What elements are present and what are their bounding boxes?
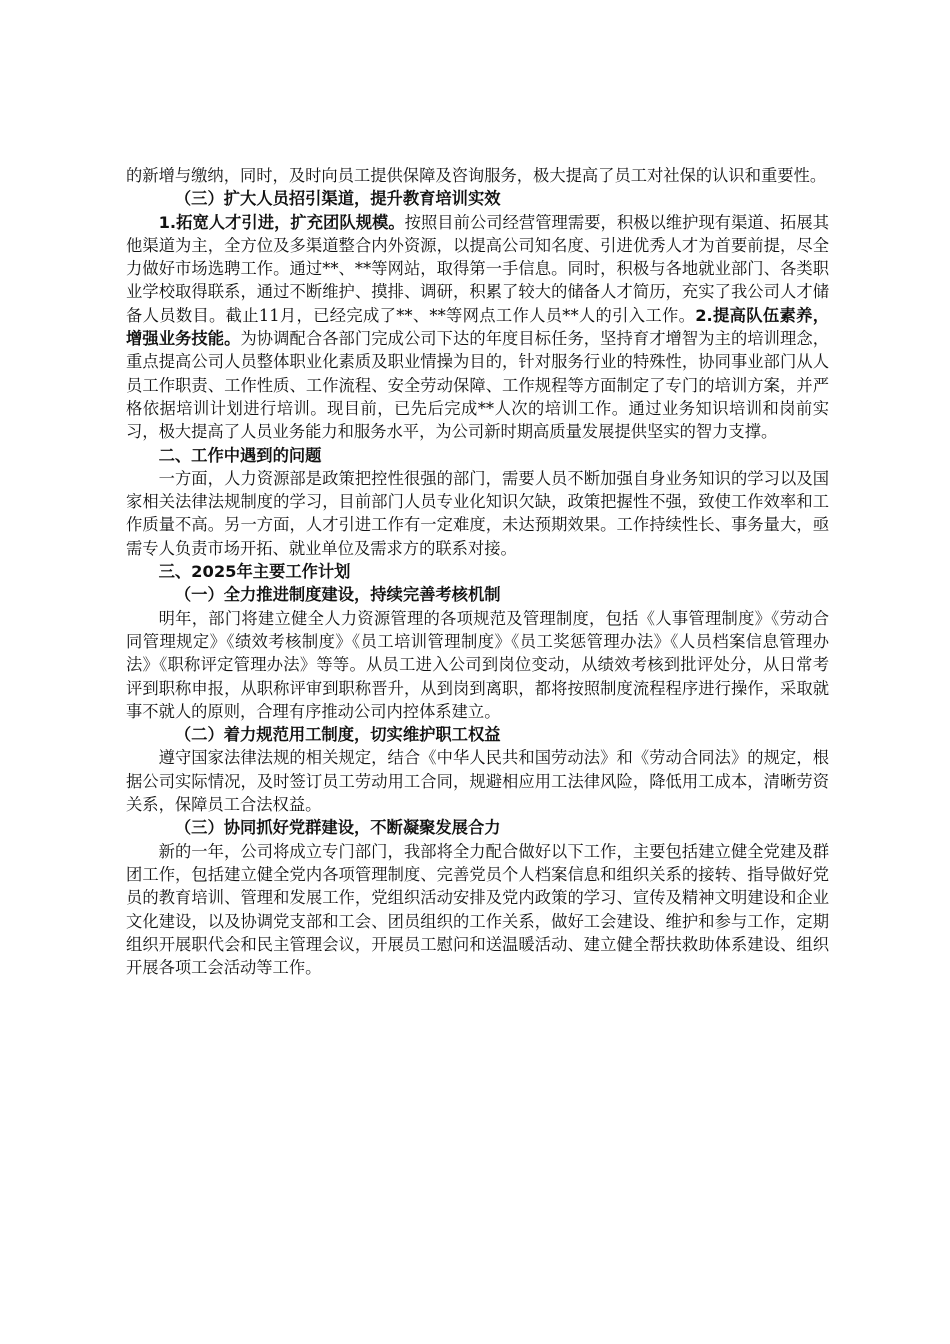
paragraph-plan-party: 新的一年，公司将成立专门部门，我部将全力配合做好以下工作，主要包括建立健全党建及群团工作，包括建立健全党内各项管理制度、完善党员个人档案信息和组织关系的接转、指导做好党员的教育培训、管理和发展工作，党组织活动安排及党内政策的学习、宣传及精神文明建设和企业文化建设，以及协调党支部和工会、团员组织的工作关系，做好工会建设、维护和参与工作，定期组织开展职代会和民主管理会议，开展员工慰问和送温暖活动、建立健全帮扶救助体系建设、组织开展各项工会活动等工作。 bbox=[126, 841, 829, 978]
paragraph-problems: 一方面，人力资源部是政策把控性很强的部门，需要人员不断加强自身业务知识的学习以及国家相关法律法规制度的学习，目前部门人员专业化知识欠缺，政策把握性不强，致使工作效率和工作质量不高。另一方面，人才引进工作有一定难度，未达预期效果。工作持续性长、事务量大，亟需专人负责市场开拓、就业单位及需求方的联系对接。 bbox=[126, 468, 829, 558]
document-body bbox=[126, 164, 829, 979]
heading-plan-employment: （二）着力规范用工制度，切实维护职工权益 bbox=[174, 725, 501, 745]
heading-work-plan: 三、2025年主要工作计划 bbox=[158, 562, 351, 582]
text-talent-introduction: 按照目前公司经营管理需要，积极以维护现有渠道、拓展其他渠道为主，全方位及多渠道整合内外资源，以提高公司知名度、引进优秀人才为首要前提，尽全力做好市场选聘工作。通过**、**等网站，取得第一手信息。同时，积极与各地就业部门、各类职业学校取得联系，通过不断维护、摸排、调研，积累了较大的储备人才简历，充实了我公司人才储备人员数目。截止11月，已经完成了**、**等网点工作人员**人的引入工作。 bbox=[126, 212, 829, 325]
paragraph-social-insurance: 的新增与缴纳，同时，及时向员工提供保障及咨询服务，极大提高了员工对社保的认识和重要性。 bbox=[126, 166, 827, 185]
paragraph-plan-system: 明年，部门将建立健全人力资源管理的各项规范及管理制度，包括《人事管理制度》《劳动合同管理规定》《绩效考核制度》《员工培训管理制度》《员工奖惩管理办法》《人员档案信息管理办法》《职称评定管理办法》等等。从员工进入公司到岗位变动，从绩效考核到批评处分，从日常考评到职称申报，从职称评审到职称晋升，从到岗到离职，都将按照制度流程程序进行操作，采取就事不就人的原则，合理有序推动公司内控体系建立。 bbox=[126, 608, 829, 721]
heading-problems: 二、工作中遇到的问题 bbox=[158, 445, 322, 465]
paragraph-plan-employment: 遵守国家法律法规的相关规定，结合《中华人民共和国劳动法》和《劳动合同法》的规定，根据公司实际情况，及时签订员工劳动用工合同，规避相应用工法律风险，降低用工成本，清晰劳资关系，保障员工合法权益。 bbox=[126, 748, 829, 815]
paragraph-recruitment-training bbox=[126, 211, 829, 444]
subheading-talent-introduction: 1.拓宽人才引进，扩充团队规模。 bbox=[158, 212, 405, 232]
heading-plan-party: （三）协同抓好党群建设，不断凝聚发展合力 bbox=[174, 818, 501, 838]
text-team-quality: 为协调配合各部门完成公司下达的年度目标任务，坚持育才增智为主的培训理念，重点提高公司人员整体职业化素质及职业情操为目的，针对服务行业的特殊性，协同事业部门从人员工作职责、工作性质、工作流程、安全劳动保障、工作规程等方面制定了专门的培训方案，并严格依据培训计划进行培训。现目前，已先后完成**人次的培训工作。通过业务知识培训和岗前实习，极大提高了人员业务能力和服务水平，为公司新时期高质量发展提供坚实的智力支撑。 bbox=[126, 329, 829, 442]
heading-plan-system: （一）全力推进制度建设，持续完善考核机制 bbox=[174, 585, 501, 605]
heading-expand-recruitment: （三）扩大人员招引渠道，提升教育培训实效 bbox=[174, 189, 501, 209]
subheading-team-quality: 2.提高队伍素养，增强业务技能。 bbox=[126, 305, 829, 349]
